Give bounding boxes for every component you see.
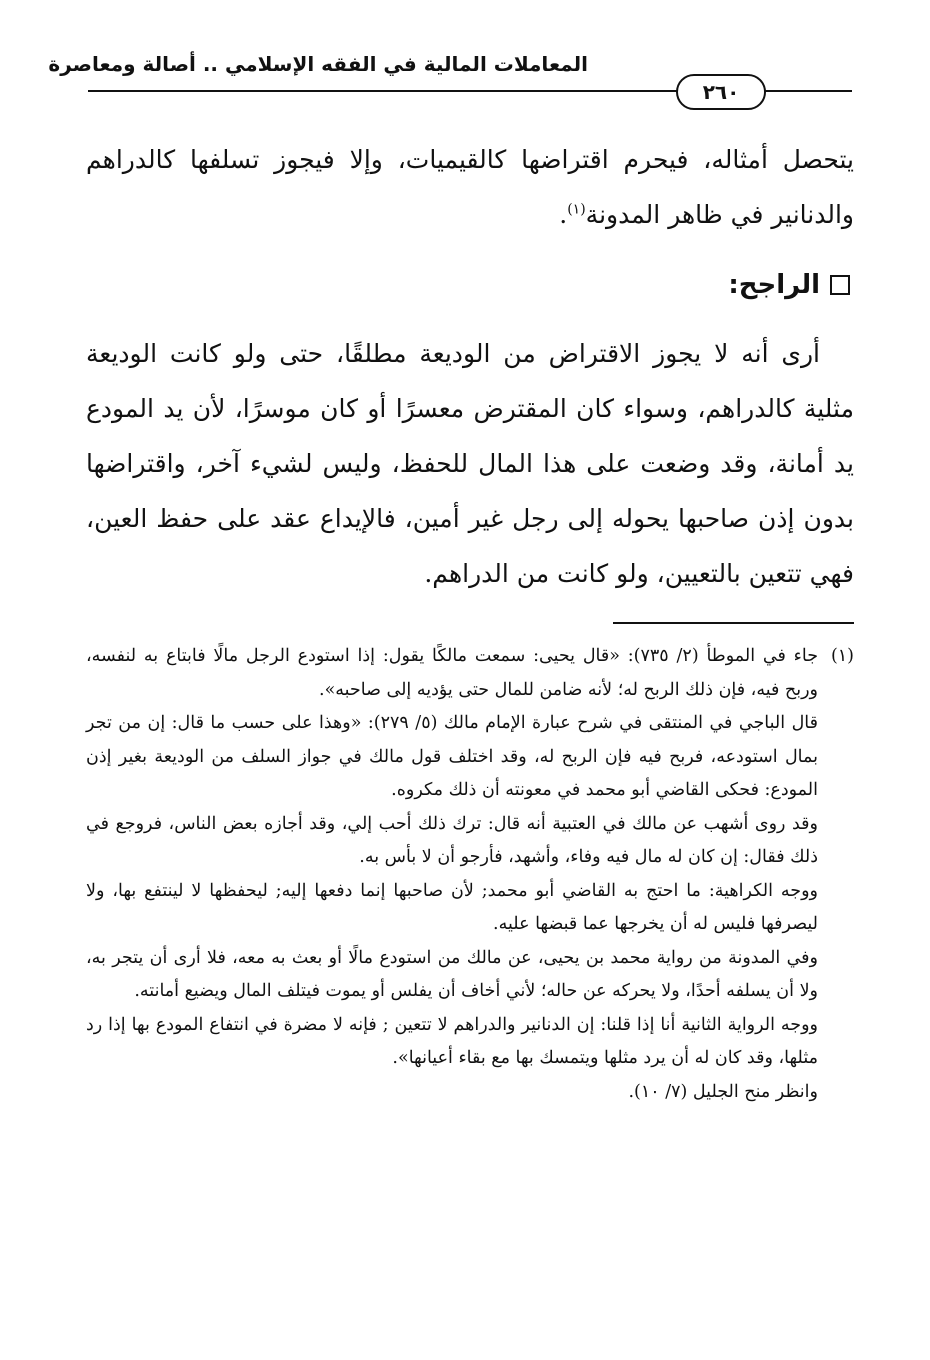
footnote-paragraph: ووجه الكراهية: ما احتج به القاضي أبو محمد; لأن صاحبها إنما دفعها إليه; ليحفظها لا لينتفع بها، ولا ليصرفها فليس له أن يخرجها عما قبضها عليه. xyxy=(86,880,818,934)
main-paragraph: أرى أنه لا يجوز الاقتراض من الوديعة مطلقًا، حتى ولو كانت الوديعة مثلية كالدراهم، وسواء كان المقترض معسرًا أو كان موسرًا، لأن يد المودع يد أمانة، وقد وضعت على هذا المال للحفظ، وليس لشيء آخر، واقتراضها بدون إذن صاحبها يحوله إلى رجل غير أمين، فالإيداع عقد على حفظ العين، فهي تتعين بالتعيين، ولو كانت من الدراهم. xyxy=(86,339,854,588)
footnote-reference[interactable]: (١) xyxy=(567,201,586,218)
header-rule-left xyxy=(88,90,678,92)
checkbox-square-icon xyxy=(830,275,850,295)
intro-paragraph xyxy=(86,132,854,242)
section-heading xyxy=(728,270,850,300)
running-header-title: المعاملات المالية في الفقه الإسلامي .. أصالة ومعاصرة xyxy=(48,52,588,76)
main-body xyxy=(86,326,854,601)
footnote-marker: (١) xyxy=(830,646,854,666)
footnote-paragraph: جاء في الموطأ (٢/ ٧٣٥): «قال يحيى: سمعت مالكًا يقول: إذا استودع الرجل مالًا فابتاع به لنفسه، وربح فيه، فإن ذلك الربح له؛ لأنه ضامن للمال حتى يؤديه إلى صاحبه». xyxy=(86,646,819,700)
section-heading-text: الراجح: xyxy=(728,270,820,300)
page-number-badge: ٢٦٠ xyxy=(676,74,766,110)
footnote-item xyxy=(86,640,854,707)
footnote-paragraph: وقد روى أشهب عن مالك في العتبية أنه قال: ترك ذلك أحب إلي، وقد أجازه بعض الناس، فروجع في ذلك فقال: إن كان له مال فيه وفاء، وأشهد، فأرجو أن لا بأس به. xyxy=(86,813,818,867)
footnote-paragraph: وفي المدونة من رواية محمد بن يحيى، عن مالك من استودع مالًا أو بعث به معه، فلا أرى أن يتجر به، ولا أن يسلفه أحدًا، ولا يحركه عن حاله؛ لأني أخاف أن يفلس أو يموت فيتلف المال ويضيع أمانته. xyxy=(86,947,818,1001)
intro-end-punctuation: . xyxy=(559,200,568,229)
footnote-paragraph: وانظر منح الجليل (٧/ ١٠). xyxy=(628,1081,818,1102)
header-rule-right xyxy=(760,90,852,92)
footnote-separator xyxy=(613,622,854,624)
intro-text: يتحصل أمثاله، فيحرم اقتراضها كالقيميات، وإلا فيجوز تسلفها كالدراهم والدنانير في ظاهر المدونة xyxy=(86,145,854,229)
footnote-paragraph: ووجه الرواية الثانية أنا إذا قلنا: إن الدنانير والدراهم لا تتعين ; فإنه لا مضرة في انتفاع المودع بها إذا رد مثلها، وقد كان له أن يرد مثلها ويتمسك بها مع بقاء أعيانها». xyxy=(86,1014,818,1068)
footnotes-section xyxy=(86,640,854,1109)
footnote-paragraph: قال الباجي في المنتقى في شرح عبارة الإمام مالك (٥/ ٢٧٩): «وهذا على حسب ما قال: إن من تجر بمال استودعه، فربح فيه فإن الربح له، وقد اختلف قول مالك في جواز السلف من الوديعة بغير إذن المودع: فحكى القاضي أبو محمد في معونته أن ذلك مكروه. xyxy=(86,713,818,800)
